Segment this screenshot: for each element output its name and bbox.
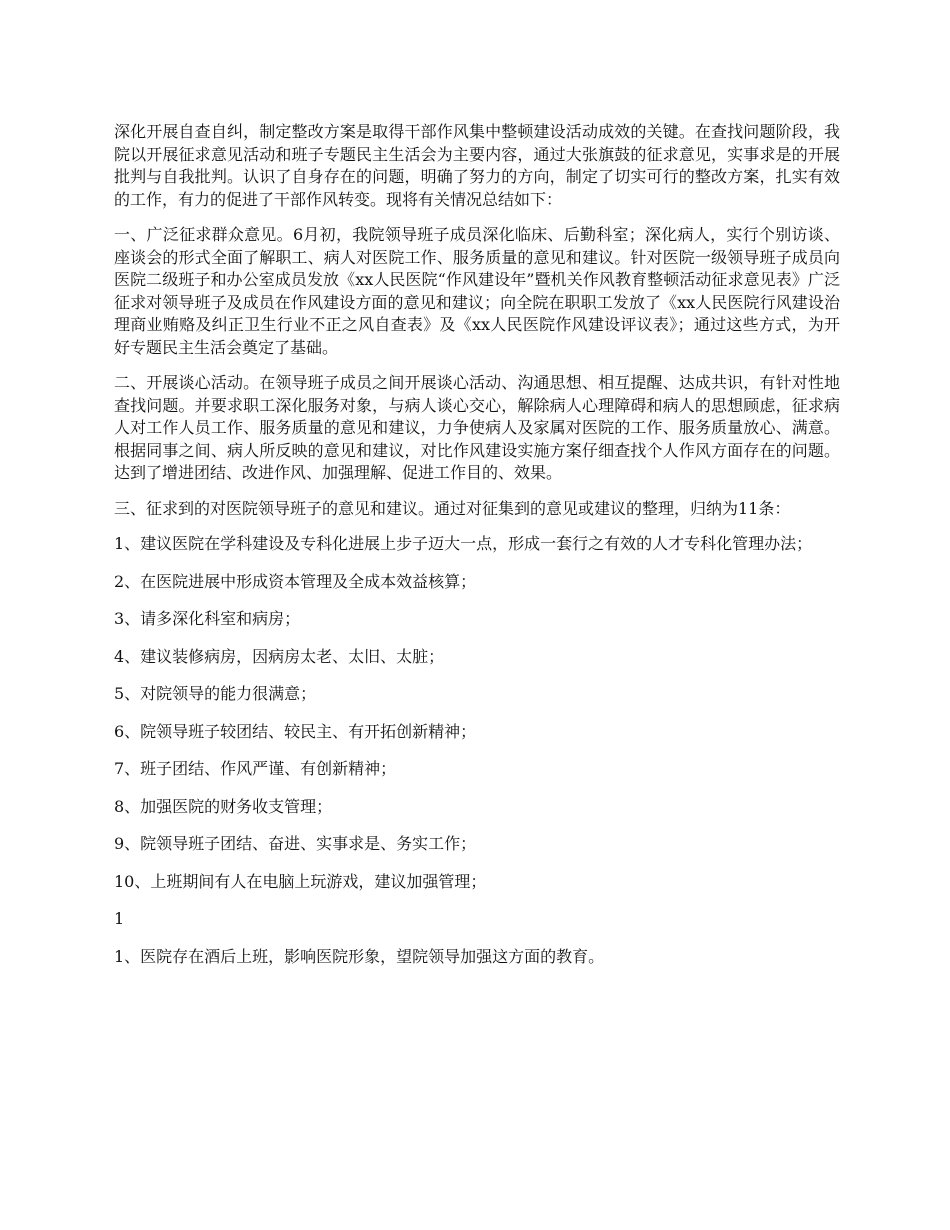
list-item: 3、请多深化科室和病房； [114, 609, 301, 628]
intro-paragraph: 深化开展自查自纠，制定整改方案是取得干部作风集中整顿建设活动成效的关键。在查找问题阶段，我院以开展征求意见活动和班子专题民主生活会为主要内容，通过大张旗鼓的征求意见，实事求是的开展批判与自我批判。认识了自身存在的问题，明确了努力的方向，制定了切实可行的整改方案，扎实有效的工作，有力的促进了干部作风转变。现将有关情况总结如下： [114, 122, 840, 209]
list-item: 5、对院领导的能力很满意； [114, 684, 317, 703]
section-one-paragraph: 一、广泛征求群众意见。6月初，我院领导班子成员深化临床、后勤科室；深化病人，实行个别访谈、座谈会的形式全面了解职工、病人对医院工作、服务质量的意见和建议。针对医院一级领导班子成员向医院二级班子和办公室成员发放《xx人民医院“作风建设年”暨机关作风教育整顿活动征求意见表》广泛征求对领导班子及成员在作风建设方面的意见和建议；向全院在职职工发放了《xx人民医院行风建设治理商业贿赂及纠正卫生行业不正之风自查表》及《xx人民医院作风建设评议表》；通过这些方式，为开好专题民主生活会奠定了基础。 [114, 225, 840, 357]
section-two-paragraph: 二、开展谈心活动。在领导班子成员之间开展谈心活动、沟通思想、相互提醒、达成共识，有针对性地查找问题。并要求职工深化服务对象，与病人谈心交心，解除病人心理障碍和病人的思想顾虑，征求病人对工作人员工作、服务质量的意见和建议，力争使病人及家属对医院的工作、服务质量放心、满意。根据同事之间、病人所反映的意见和建议，对比作风建设实施方案仔细查找个人作风方面存在的问题。达到了增进团结、改进作风、加强理解、促进工作目的、效果。 [114, 373, 840, 482]
list-item: 1 [114, 909, 125, 928]
list-item: 4、建议装修病房，因病房太老、太旧、太脏； [114, 646, 445, 666]
list-item: 10、上班期间有人在电脑上玩游戏，建议加强管理； [114, 871, 487, 891]
list-item: 7、班子团结、作风严谨、有创新精神； [114, 759, 397, 778]
section-three-paragraph: 三、征求到的对医院领导班子的意见和建议。通过对征集到的意见或建议的整理，归纳为11条： [114, 498, 791, 518]
list-item: 8、加强医院的财务收支管理； [114, 796, 333, 816]
list-item: 9、院领导班子团结、奋进、实事求是、务实工作； [114, 834, 477, 853]
list-item: 1、医院存在酒后上班，影响医院形象，望院领导加强这方面的教育。 [114, 946, 605, 966]
list-item: 6、院领导班子较团结、较民主、有开拓创新精神； [114, 721, 477, 741]
list-item: 2、在医院进展中形成资本管理及全成本效益核算； [114, 571, 477, 591]
document-page [114, 121, 840, 983]
list-item: 1、建议医院在学科建设及专科化进展上步子迈大一点，形成一套行之有效的人才专科化管理办法； [114, 534, 813, 553]
